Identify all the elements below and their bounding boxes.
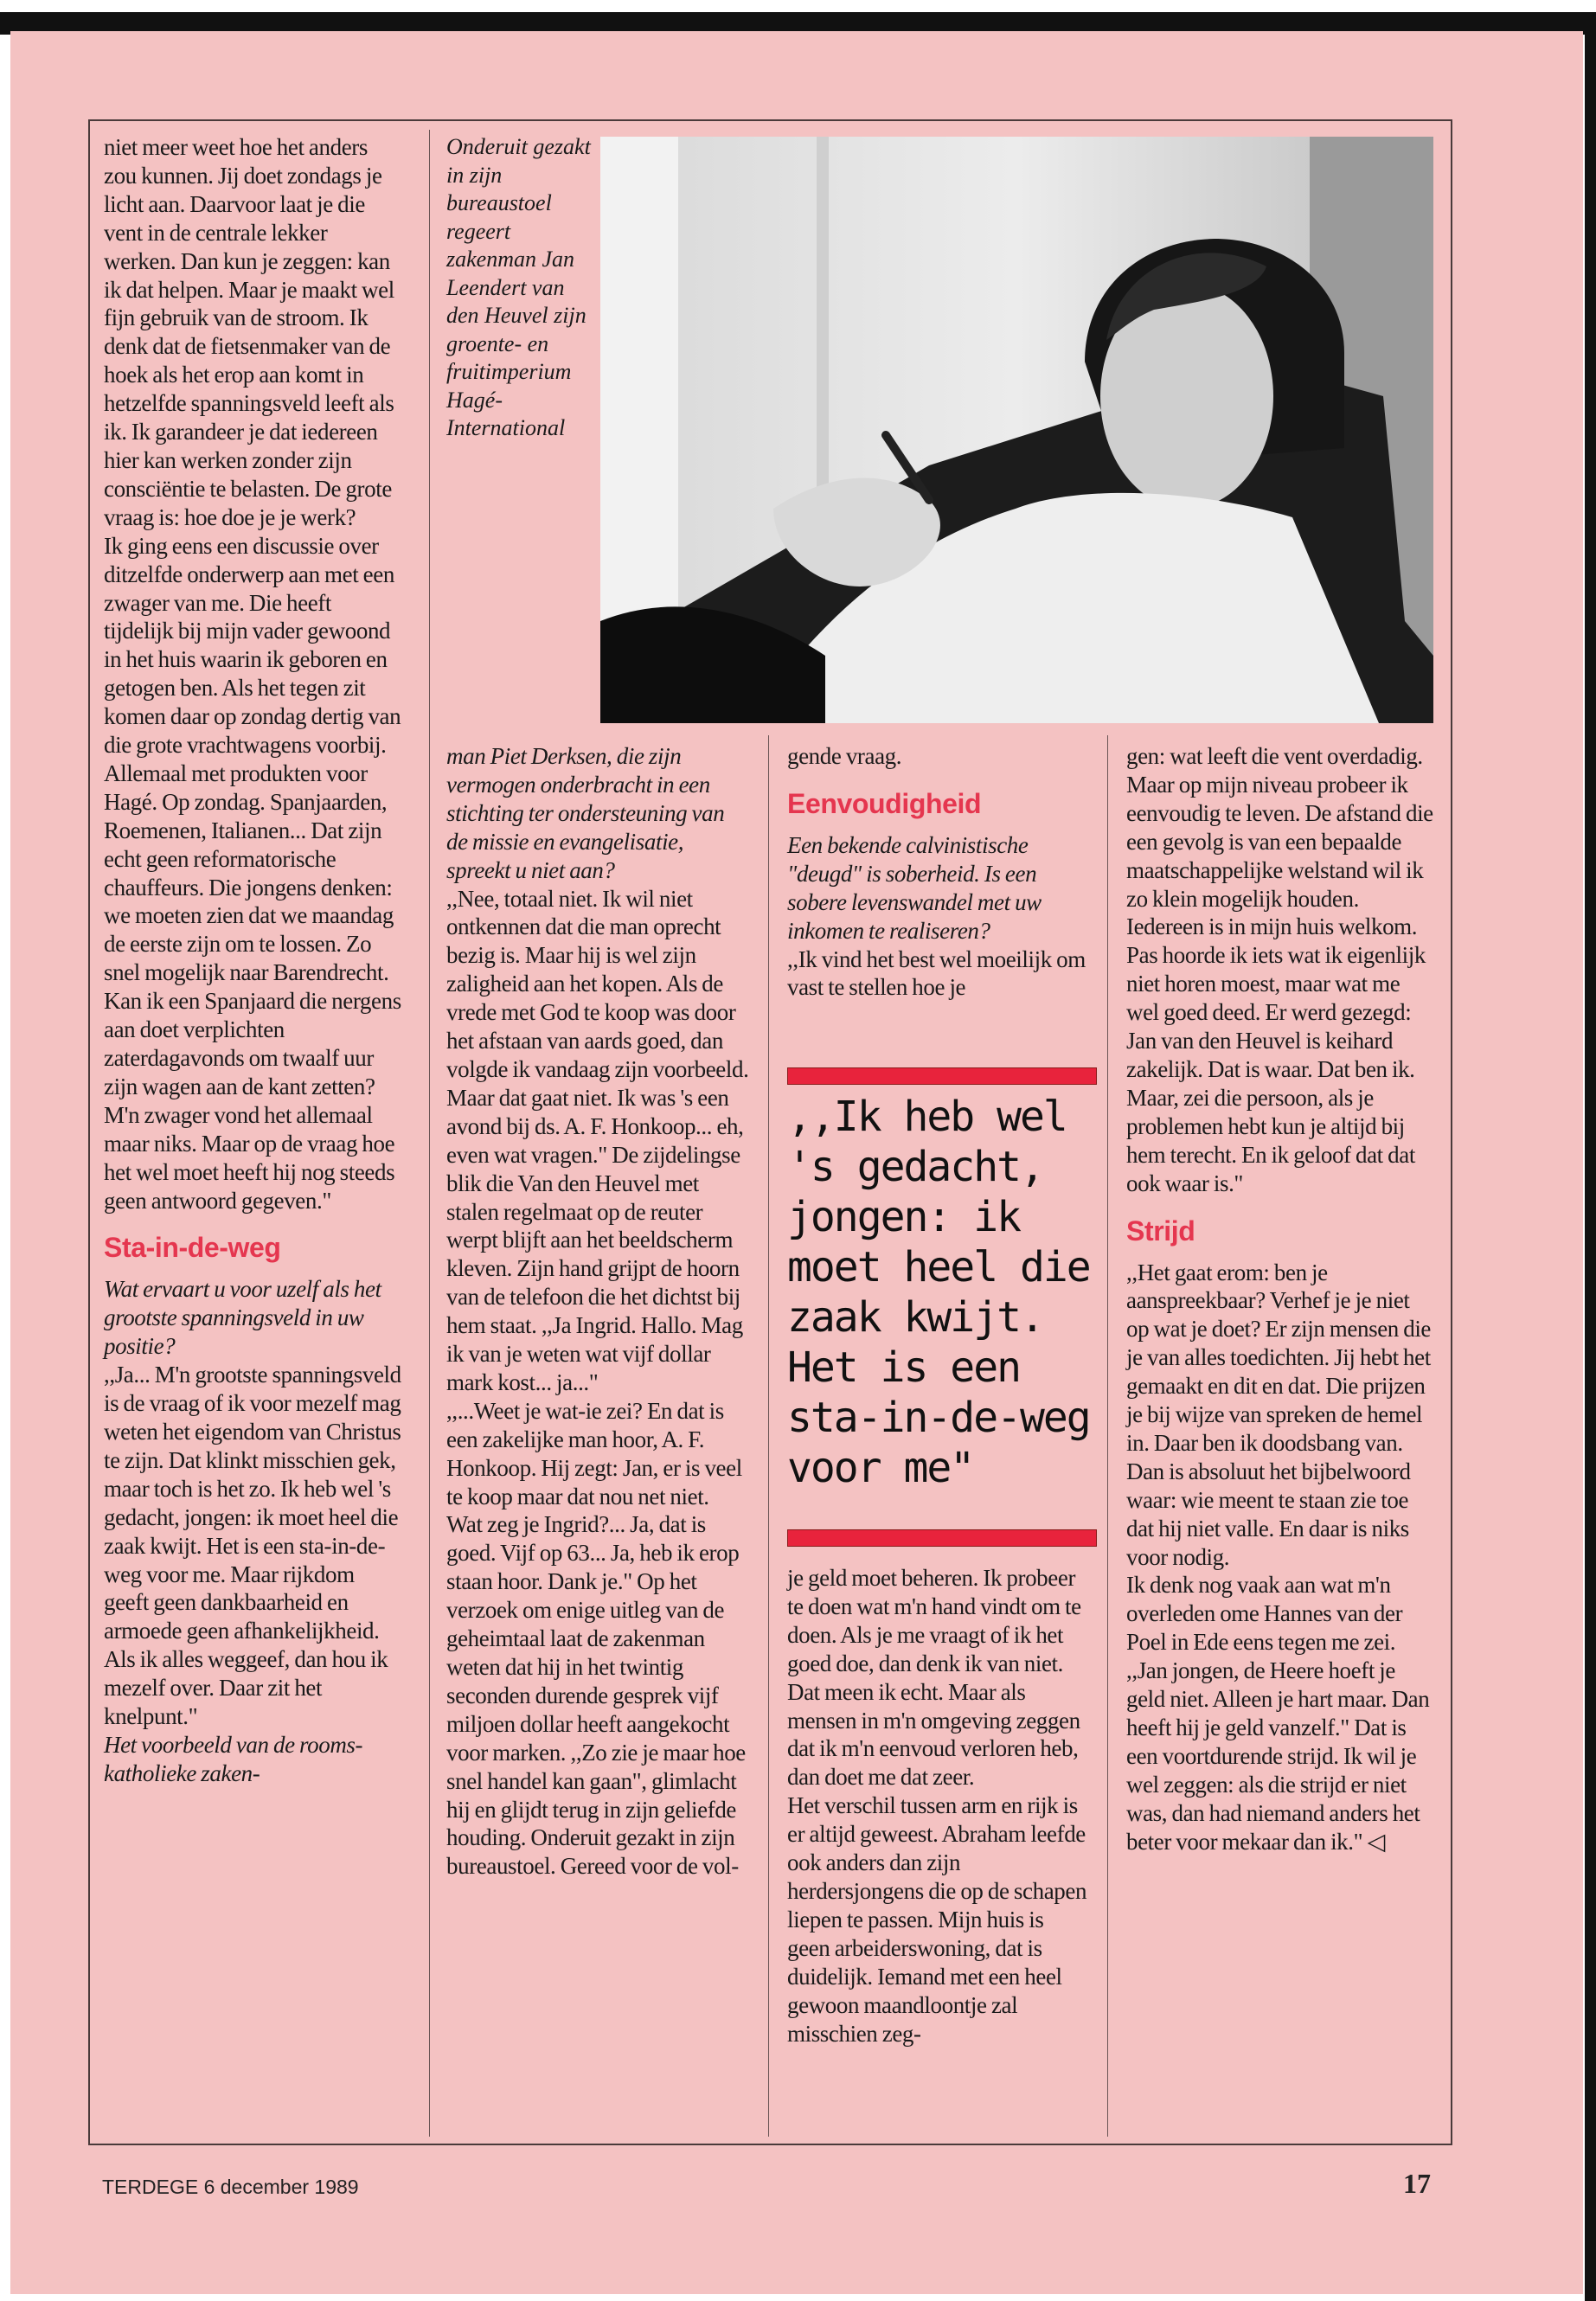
paragraph: gen: wat leeft die vent overdadig. Maar op mijn niveau probeer ik eenvoudig te leven. De afstand die een gevolg is van een bepaalde maatschappelijke welstand wil ik zo klein mogelijk houden. Iedereen is in mijn huis welkom. xyxy=(1126,743,1433,940)
article-column-1 xyxy=(104,133,402,1788)
paragraph: Ik denk nog vaak aan wat m'n overleden ome Hannes van der Poel in Ede eens tegen me zei. ,,Jan jongen, de Heere hoeft je geld niet. Alleen je hart maar. Dan heeft hij je geld vanzelf." Dat is een voortdurende strijd. Ik wil je wel zeggen: als die strijd er niet was, dan had niemand anders het beter voor mekaar dan ik." ◁ xyxy=(1126,1572,1430,1855)
interview-question: Wat ervaart u voor uzelf als het grootste spanningsveld in uw positie? xyxy=(104,1276,381,1360)
paragraph: ,,Ik vind het best wel moeilijk om vast te stellen hoe je xyxy=(787,945,1086,1001)
paragraph: niet meer weet hoe het anders zou kunnen. Jij doet zondags je licht aan. Daarvoor laat je die vent in de centrale lekker werken. Dan kun je zeggen: kan ik dat helpen. Maar je maakt wel fijn gebruik van de stroom. Ik denk dat de fietsenmaker van de hoek als het erop aan komt in hetzelfde spanningsveld leeft als ik. Ik garandeer je dat iedereen hier kan werken zonder zijn consciëntie te belasten. De grote vraag is: hoe doe je je werk? xyxy=(104,134,394,530)
column-divider-2 xyxy=(768,735,769,2137)
paragraph: Pas hoorde ik iets wat ik eigenlijk niet horen moest, maar wat me wel goed deed. Er werd gezegd: Jan van den Heuvel is keihard zakelijk. Dat is waar. Dat ben ik. Maar, zei die persoon, als je problemen hebt kun je altijd bij hem terecht. En ik geloof dat dat ook waar is." xyxy=(1126,942,1426,1196)
article-column-3-bottom xyxy=(787,1564,1090,2048)
section-heading: Strijd xyxy=(1126,1215,1195,1247)
interview-question: man Piet Derksen, die zijn vermogen onderbracht in een stichting ter ondersteuning van de missie en evangelisatie, spreekt u niet aan? xyxy=(446,743,725,883)
section-heading: Eenvoudigheid xyxy=(787,787,982,819)
paragraph: Het verschil tussen arm en rijk is er altijd geweest. Abraham leefde ook anders dan zijn herdersjongens die op de schapen liepen te passen. Mijn huis is geen arbeiderswoning, dat is duidelijk. Iemand met een heel gewoon maandloontje zal misschien zeg- xyxy=(787,1792,1087,2047)
paragraph: ,,Ja... M'n grootste spanningsveld is de vraag of ik voor mezelf mag weten het eigendom van Christus te zijn. Dat klinkt misschien gek, maar toch is het zo. Ik heb wel 's gedacht, jongen: ik moet heel die zaak kwijt. Het is een sta-in-de-weg voor me. Maar rijkdom geeft geen dankbaarheid en armoede geen afhankelijkheid. Als ik alles weggeef, dan hou ik mezelf over. Daar zit het knelpunt." xyxy=(104,1362,401,1730)
magazine-footer: TERDEGE 6 december 1989 xyxy=(102,2176,359,2198)
portrait-photo-illustration xyxy=(600,137,1433,723)
paragraph: ,,Het gaat erom: ben je aanspreekbaar? Verhef je je niet op wat je doet? Er zijn mensen die je van alles toedichten. Jij hebt het gemaakt en dit en dat. Die prijzen je bij wijze van spreken de hemel in. Daar ben ik doodsbang van. Dan is absoluut het bijbelwoord waar: wie meent te staan zie toe dat hij niet valle. En daar is niks voor nodig. xyxy=(1126,1259,1432,1570)
paragraph: je geld moet beheren. Ik probeer te doen wat m'n hand vindt om te doen. Als je me vraagt of ik het goed doe, dan denk ik van niet. Dat meen ik echt. Maar als mensen in m'n omgeving zeggen dat ik m'n eenvoud verloren heb, dan doet me dat zeer. xyxy=(787,1565,1081,1791)
paragraph: ,,Nee, totaal niet. Ik wil niet ontkennen dat die man oprecht bezig is. Maar hij is wel zijn zaligheid aan het kopen. Als de vrede met God te koop was door het afstaan van aards goed, dan volgde ik vandaag zijn voorbeeld. Maar dat gaat niet. Ik was 's een avond bij ds. A. F. Honkoop... eh, even wat vragen." De zijdelingse blik die Van den Heuvel met stalen regelmaat op de reuter werpt blijft aan het beeldscherm kleven. Zijn hand grijpt de hoorn van de telefoon die het dichtst bij hem staat. ,,Ja Ingrid. Hallo. Mag ik van je weten wat vijf dollar mark kost... ja..." xyxy=(446,885,749,1395)
pull-quote-rule-bottom xyxy=(787,1529,1097,1547)
interview-question: Het voorbeeld van de rooms-katholieke zaken- xyxy=(104,1731,363,1786)
photo-caption: Onderuit gezakt in zijn bureaustoel regeert zakenman Jan Leendert van den Heuvel zijn groente- en fruitimperium Hagé-International xyxy=(446,134,591,440)
column-divider-3 xyxy=(1107,735,1108,2137)
article-column-2 xyxy=(446,742,749,1881)
scan-right-border xyxy=(1585,12,1596,2301)
pull-quote-rule-top xyxy=(787,1067,1097,1085)
section-heading: Sta-in-de-weg xyxy=(104,1232,281,1264)
paragraph: Ik ging eens een discussie over ditzelfde onderwerp aan met een zwager van me. Die heeft tijdelijk bij mijn vader gewoond in het huis waarin ik geboren en getogen ben. Als het tegen zit komen daar op zondag dertig van die grote vrachtwagens voorbij. Allemaal met produkten voor Hagé. Op zondag. Spanjaarden, Roemenen, Italianen... Dat zijn echt geen reformatorische chauffeurs. Die jongens denken: we moeten zien dat we maandag de eerste zijn om te lossen. Zo snel mogelijk naar Barendrecht. Kan ik een Spanjaard die nergens aan doet verplichten zaterdagavonds om twaalf uur zijn wagen aan de kant zetten? M'n zwager vond het allemaal maar niks. Maar op de vraag hoe het wel moet heeft hij nog steeds geen antwoord gegeven." xyxy=(104,532,401,1214)
page-number: 17 xyxy=(1403,2168,1431,2199)
article-column-4 xyxy=(1126,742,1433,1856)
interview-question: Een bekende calvinistische "deugd" is soberheid. Is een sobere levenswandel met uw inkomen te realiseren? xyxy=(787,831,1042,944)
paragraph: gende vraag. xyxy=(787,743,902,769)
portrait-photo xyxy=(600,137,1433,723)
article-column-3-top xyxy=(787,742,1090,1002)
pull-quote: ,,Ik heb wel 's gedacht, jongen: ik moet heel die zaak kwijt. Het is een sta-in-de-weg voor me" xyxy=(787,1093,1090,1492)
column-divider-1 xyxy=(429,130,430,2137)
paragraph: ,,...Weet je wat-ie zei? En dat is een zakelijke man hoor, A. F. Honkoop. Hij zegt: Jan, er is veel te koop maar dat nou net niet. Wat zeg je Ingrid?... Ja, dat is goed. Vijf op 63... Ja, heb ik erop staan hoor. Dank je." Op het verzoek om enige uitleg van de geheimtaal laat de zakenman weten dat hij in het twintig seconden durende gesprek vijf miljoen dollar heeft aangekocht voor marken. ,,Zo zie je maar hoe snel handel kan gaan", glimlacht hij en glijdt terug in zijn geliefde houding. Onderuit gezakt in zijn bureaustoel. Gereed voor de vol- xyxy=(446,1397,746,1880)
